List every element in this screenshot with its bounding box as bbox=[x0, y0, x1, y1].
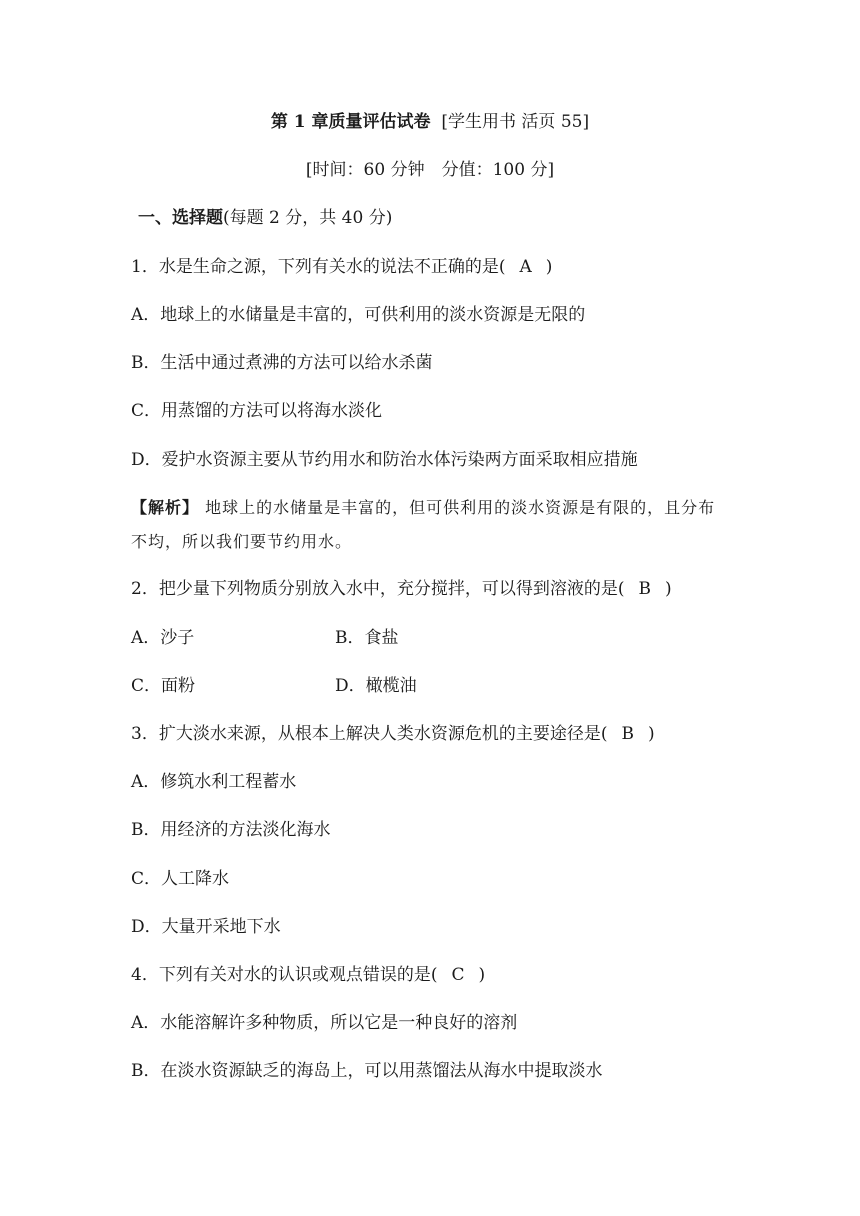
close-paren: ) bbox=[545, 257, 553, 277]
question-2-option-c: C．面粉 bbox=[131, 676, 196, 696]
exam-meta: [时间：60 分钟 分值：100 分] bbox=[305, 160, 555, 180]
section-heading-note: (每题 2 分，共 40 分) bbox=[223, 208, 393, 228]
question-2-option-b: B．食盐 bbox=[335, 628, 399, 648]
question-1-analysis-cont: 不均，所以我们要节约用水。 bbox=[131, 532, 353, 551]
question-2-options-row-1 bbox=[131, 626, 399, 650]
question-2-option-a: A．沙子 bbox=[131, 628, 195, 648]
question-text: 3．扩大淡水来源，从根本上解决人类水资源危机的主要途径是( bbox=[131, 724, 608, 744]
question-1-option-c: C．用蒸馏的方法可以将海水淡化 bbox=[131, 401, 383, 421]
answer: A bbox=[519, 257, 532, 277]
question-3-option-a: A．修筑水利工程蓄水 bbox=[131, 772, 297, 792]
question-text: 2．把少量下列物质分别放入水中，充分搅拌，可以得到溶液的是( bbox=[131, 579, 625, 599]
question-2-option-d: D．橄榄油 bbox=[335, 676, 417, 696]
question-4-option-a: A．水能溶解许多种物质，所以它是一种良好的溶剂 bbox=[131, 1013, 518, 1033]
question-text: 4．下列有关对水的认识或观点错误的是( bbox=[131, 965, 438, 985]
question-1-option-b: B．生活中通过煮沸的方法可以给水杀菌 bbox=[131, 353, 433, 373]
close-paren: ) bbox=[647, 724, 655, 744]
question-1-option-d: D．爱护水资源主要从节约用水和防治水体污染两方面采取相应措施 bbox=[131, 450, 638, 470]
section-heading-label: 一、选择题 bbox=[138, 208, 223, 228]
question-4-option-b: B．在淡水资源缺乏的海岛上，可以用蒸馏法从海水中提取淡水 bbox=[131, 1061, 603, 1081]
question-4-stem bbox=[131, 963, 485, 987]
question-2-options-row-2 bbox=[131, 674, 417, 698]
question-1-option-a: A．地球上的水储量是丰富的，可供利用的淡水资源是无限的 bbox=[131, 305, 586, 325]
question-2-stem bbox=[131, 577, 672, 601]
question-3-option-c: C．人工降水 bbox=[131, 869, 230, 889]
question-3-option-d: D．大量开采地下水 bbox=[131, 917, 281, 937]
title-main: 第 1 章质量评估试卷 bbox=[270, 112, 431, 132]
question-text: 1．水是生命之源，下列有关水的说法不正确的是( bbox=[131, 257, 506, 277]
answer: B bbox=[621, 724, 634, 744]
close-paren: ) bbox=[664, 579, 672, 599]
question-3-option-b: B．用经济的方法淡化海水 bbox=[131, 820, 331, 840]
answer: C bbox=[451, 965, 465, 985]
close-paren: ) bbox=[478, 965, 486, 985]
question-1-stem bbox=[131, 255, 552, 279]
page-title bbox=[0, 110, 860, 134]
answer: B bbox=[638, 579, 651, 599]
analysis-text: 地球上的水储量是丰富的，但可供利用的淡水资源是有限的，且分布 bbox=[205, 498, 716, 517]
section-heading bbox=[138, 206, 392, 230]
title-note: [学生用书 活页 55] bbox=[441, 112, 590, 132]
question-3-stem bbox=[131, 722, 655, 746]
question-1-analysis bbox=[131, 496, 715, 520]
analysis-tag: 【解析】 bbox=[131, 498, 200, 517]
